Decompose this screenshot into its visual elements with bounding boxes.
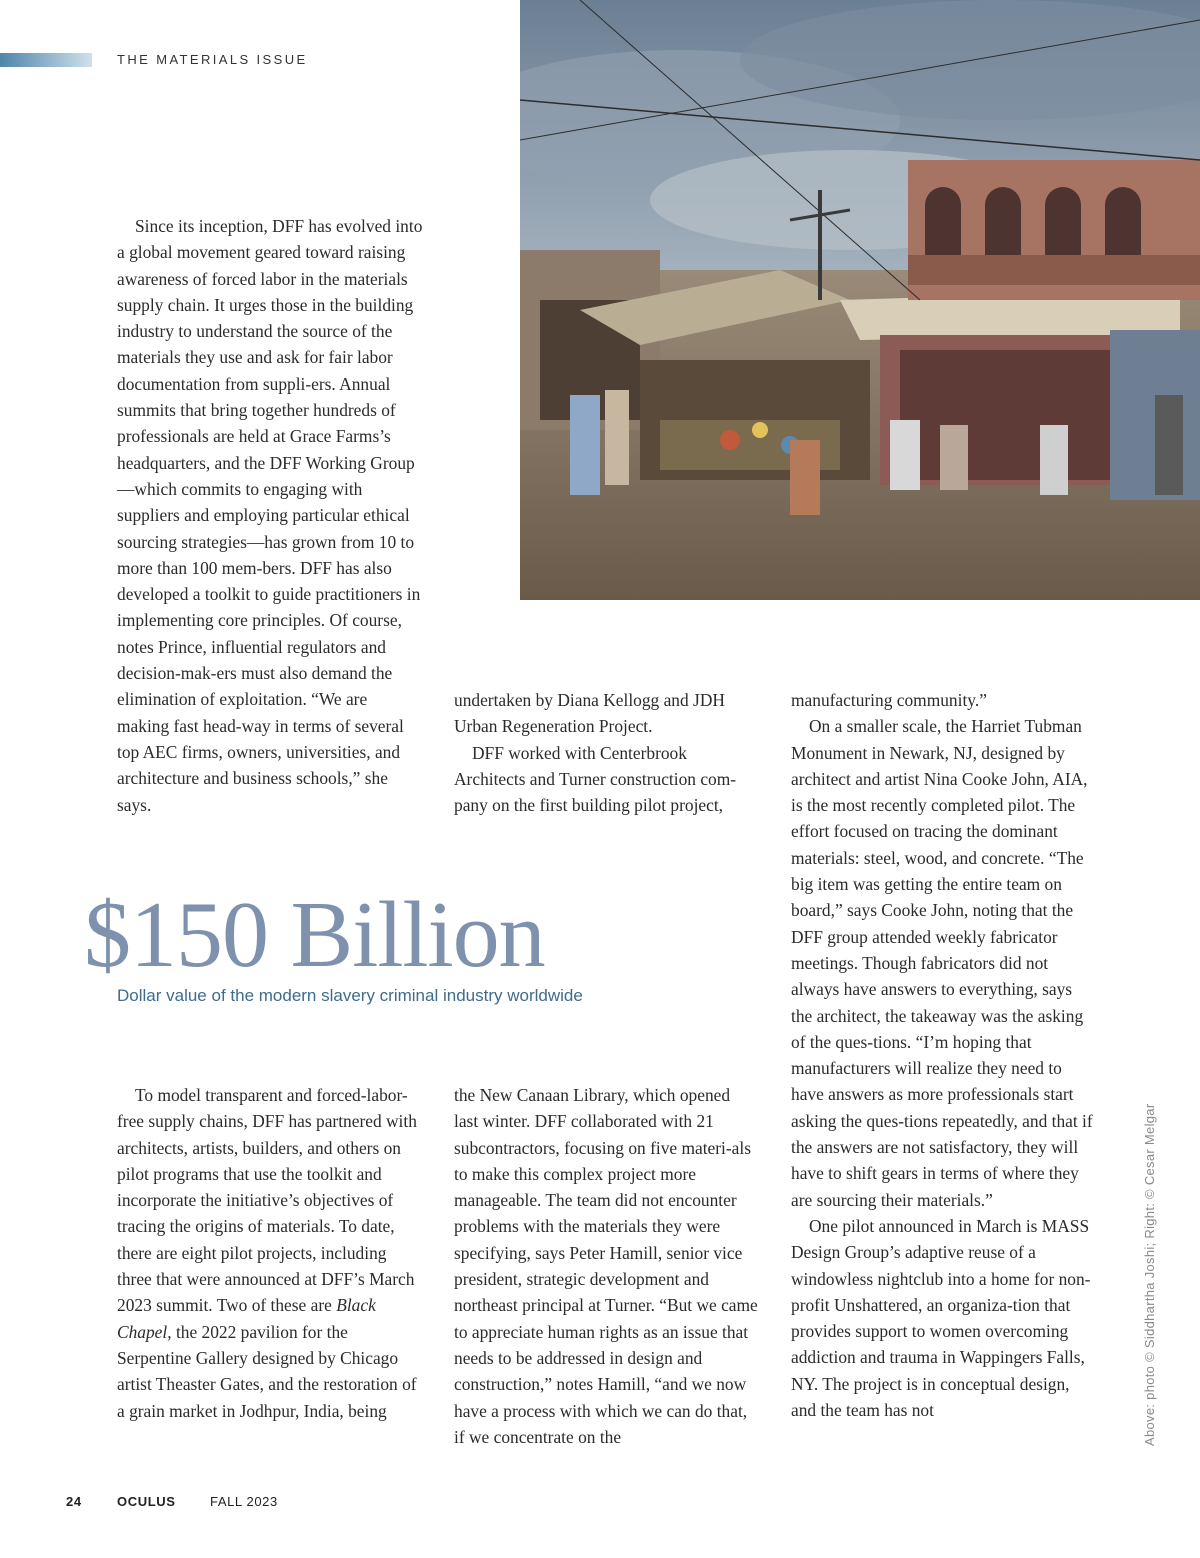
market-photo <box>520 0 1200 600</box>
header-accent-bar <box>0 53 92 67</box>
column-1-top <box>117 213 423 818</box>
paragraph: undertaken by Diana Kellogg and JDH Urban Regeneration Project. <box>454 690 725 737</box>
issue-date: FALL 2023 <box>210 1494 278 1509</box>
paragraph: Since its inception, DFF has evolved into a global movement geared toward raising awareness of forced labor in the materials supply chain. It urges those in the building industry to understand the source of the materials they use and ask for fair labor documentation from suppli-ers. Annual summits that bring together hundreds of professionals are held at Grace Farms’s headquarters, and the DFF Working Group—which commits to engaging with suppliers and employing particular ethical sourcing strategies—has grown from 10 to more than 100 mem-bers. DFF has also developed a toolkit to guide practitioners in implementing core principles. Of course, notes Prince, influential regulators and decision-mak-ers must also demand the elimination of exploitation. “We are making fast head-way in terms of several top AEC firms, owners, universities, and architecture and business schools,” she says. <box>117 216 423 815</box>
column-2-bottom <box>454 1082 758 1450</box>
paragraph: the New Canaan Library, which opened last winter. DFF collaborated with 21 subcontractors, focusing on five materi-als to make this complex project more manageable. The team did not encounter problems with the materials they were specifying, says Peter Hamill, senior vice president, strategic development and northeast principal at Turner. “But we came to appreciate human rights as an issue that needs to be addressed in design and construction,” notes Hamill, “and we now have a process with which we can do that, if we concentrate on the <box>454 1085 758 1447</box>
paragraph: DFF worked with Centerbrook Architects and Turner construction com-pany on the first building pilot project, <box>454 742 737 816</box>
text-run: To model transparent and forced-labor-free supply chains, DFF has partnered with architects, artists, builders, and others on pilot programs that use the toolkit and incorporate the initiative’s objectives of tracing the origins of materials. To date, there are eight pilot projects, including three that were announced at DFF’s March 2023 summit. Two of these are <box>117 1085 417 1316</box>
column-2-top <box>454 687 758 818</box>
paragraph: manufacturing community.” <box>791 690 987 710</box>
artwork-title: Black Chapel, <box>117 1295 376 1342</box>
text-run: the 2022 pavilion for the Serpentine Gallery designed by Chicago artist Theaster Gates, and the restoration of a grain market in Jodhpur, India, being <box>117 1321 417 1421</box>
photo-credit: Above: photo © Siddhartha Joshi; Right: © Cesar Melgar <box>1142 1103 1157 1446</box>
stat-caption: Dollar value of the modern slavery criminal industry worldwide <box>117 986 583 1005</box>
paragraph: One pilot announced in March is MASS Design Group’s adaptive reuse of a windowless nightclub into a home for non-profit Unshattered, an organiza-tion that provides support to women overcoming addiction and trauma in Wappingers Falls, NY. The project is in conceptual design, and the team has not <box>791 1215 1091 1421</box>
magazine-name: OCULUS <box>117 1494 176 1509</box>
paragraph <box>117 1082 423 1424</box>
page-number: 24 <box>66 1494 82 1509</box>
section-label: THE MATERIALS ISSUE <box>117 52 308 67</box>
column-3 <box>791 687 1095 1423</box>
stat-number: $150 Billion <box>84 883 545 987</box>
paragraph: On a smaller scale, the Harriet Tubman Monument in Newark, NJ, designed by architect and artist Nina Cooke John, AIA, is the most recently completed pilot. The effort focused on tracing the dominant materials: steel, wood, and concrete. “The big item was getting the entire team on board,” says Cooke John, noting that the DFF group attended weekly fabricator meetings. Though fabricators did not always have answers to everything, says the architect, the takeaway was the asking of the ques-tions. “I’m hoping that manufacturers will realize they need to have answers as more professionals start asking the ques-tions repeatedly, and that if the answers are not satisfactory, they will have to shift gears in terms of where they are sourcing their materials.” <box>791 716 1093 1210</box>
column-1-bottom <box>117 1082 423 1424</box>
